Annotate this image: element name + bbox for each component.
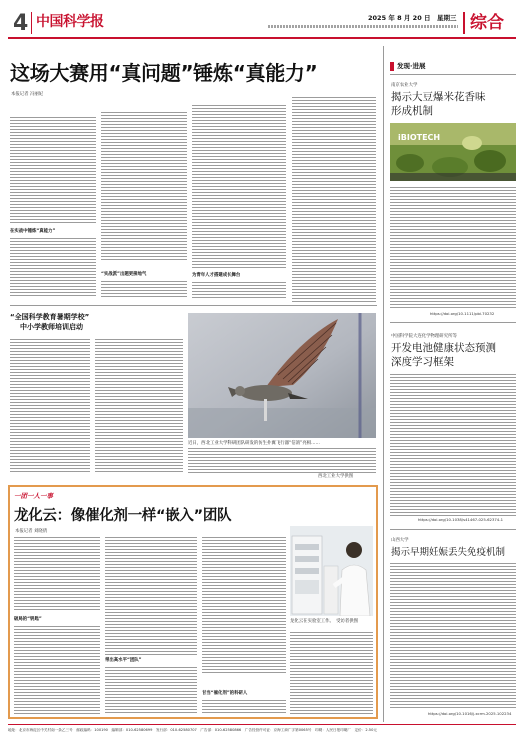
profile-byline: 本报记者 刘晓倩 xyxy=(15,529,48,534)
lead-headline: 这场大赛用“真问题”锤炼“真能力” xyxy=(10,61,318,85)
lab-photo xyxy=(290,526,373,616)
footer-text: 地址：北京市海淀区中关村南一条乙三号 邮政编码：100190 编辑部：010-62580699 发行部：010-62580707 广告部：010-62580866 广告经营许可证：京海工商广字第0065号 印刷：人民日报印刷厂 定价：2.50元 xyxy=(8,728,377,732)
lead-column-1b xyxy=(10,238,96,298)
item3-source: 山西大学 xyxy=(391,538,409,543)
lead-column-2a xyxy=(101,112,187,262)
soybean-image-label: iBIOTECH xyxy=(398,133,441,142)
page-number: 4 xyxy=(13,11,29,36)
item2-body xyxy=(390,374,516,516)
item1-doi: https://doi.org/10.1111/pbi.70232 xyxy=(430,311,495,316)
bird-robot-photo xyxy=(188,313,376,438)
lead-column-3b xyxy=(192,282,286,300)
item1-title-line-2: 形成机制 xyxy=(391,105,433,117)
profile-column-4 xyxy=(290,632,373,714)
sidebar-divider xyxy=(383,46,384,722)
lead-column-3a xyxy=(192,105,286,268)
item2-title-line-1: 开发电池健康状态预测 xyxy=(391,342,496,354)
lab-photo-caption: 龙化云在实验室工作。 受访者供图 xyxy=(290,619,359,624)
profile-column-3a xyxy=(202,537,286,673)
bird-photo-caption: 近日，西北工业大学科研团队研发的仿生扑翼飞行器“信鸽”亮相…… xyxy=(188,441,320,446)
profile-column-1b xyxy=(14,626,100,714)
lead-byline: 本报记者 冯丽妃 xyxy=(11,92,44,97)
lead-bottom-rule xyxy=(10,305,377,306)
profile-subhead-1: 破局的“钥匙” xyxy=(14,617,42,622)
profile-column-1a xyxy=(14,537,100,611)
lead-subhead-1: 在实战中锤炼“真能力” xyxy=(10,229,56,234)
item1-body xyxy=(390,187,516,309)
brief-title-line-1: “全国科学教育暑期学校” xyxy=(10,313,90,321)
sidebar-label: 发现·进展 xyxy=(397,62,426,70)
lead-column-1a xyxy=(10,117,96,225)
item3-title: 揭示早期妊娠丢失免疫机制 xyxy=(391,547,506,558)
soybean-image xyxy=(390,123,516,181)
item3-doi: https://doi.org/10.1016/j.xcrm.2025.102234 xyxy=(428,711,512,716)
item3-body xyxy=(390,563,516,709)
bird-photo-caption-text xyxy=(188,448,376,474)
profile-headline: 龙化云：像催化剂一样“嵌入”团队 xyxy=(14,508,232,524)
item2-title-line-2: 深度学习框架 xyxy=(391,356,454,368)
profile-column-2a xyxy=(105,537,197,655)
brief-column-1 xyxy=(10,339,90,474)
profile-subhead-3: 甘当“催化剂”的科研人 xyxy=(202,691,248,696)
brief-title-line-2: 中小学教师培训启动 xyxy=(20,323,83,331)
lead-subhead-3: 为青年人才搭建成长舞台 xyxy=(192,273,241,278)
lead-subhead-2: “实战派”出题更接地气 xyxy=(101,272,147,277)
lead-column-2b xyxy=(101,281,187,299)
masthead-info-lines xyxy=(268,25,458,30)
section-label: 综合 xyxy=(470,13,504,33)
profile-subhead-2: 带出高水平“团队” xyxy=(105,658,142,663)
date-line: 2025 年 8 月 20 日 星期三 xyxy=(368,14,457,22)
footer-rule xyxy=(8,724,516,725)
sidebar-label-bar xyxy=(390,62,394,71)
sidebar-label-rule xyxy=(390,74,516,75)
item2-rule xyxy=(390,529,516,530)
profile-column-2b xyxy=(105,667,197,714)
masthead-divider xyxy=(31,12,32,34)
item2-doi: https://doi.org/10.1038/s41467-025-62374-1 xyxy=(418,517,503,522)
brief-column-2 xyxy=(95,339,183,474)
masthead-rule xyxy=(8,37,516,39)
section-divider xyxy=(463,12,465,34)
lead-column-4 xyxy=(292,97,376,302)
item1-title-line-1: 揭示大豆爆米花香味 xyxy=(391,91,486,103)
masthead xyxy=(0,0,524,46)
bird-photo-credit: 西北工业大学供图 xyxy=(318,474,354,479)
profile-column-tag: 一团一人一事 xyxy=(14,492,53,500)
item1-rule xyxy=(390,322,516,323)
item2-source: 中国科学院大连化学物理研究所等 xyxy=(391,334,457,339)
profile-column-3b xyxy=(202,700,286,714)
paper-name: 中国科学报 xyxy=(36,14,104,30)
item1-source: 南京农业大学 xyxy=(391,83,418,88)
